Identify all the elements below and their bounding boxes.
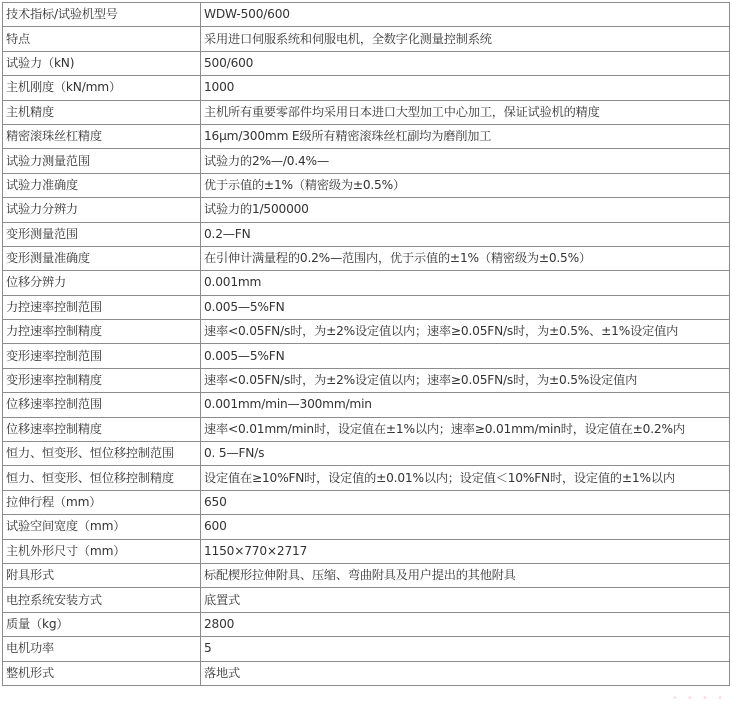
spec-label-cell: 变形速率控制精度 — [3, 368, 201, 392]
spec-value-cell: 0.2—FN — [201, 222, 730, 246]
spec-label-cell: 力控速率控制精度 — [3, 320, 201, 344]
table-row — [3, 442, 730, 466]
spec-label-cell: 力控速率控制范围 — [3, 295, 201, 319]
spec-table — [2, 2, 730, 686]
spec-label-cell: 电机功率 — [3, 637, 201, 661]
spec-value-cell: 落地式 — [201, 661, 730, 685]
spec-label-cell: 变形测量准确度 — [3, 246, 201, 270]
spec-label-cell: 主机刚度（kN/mm） — [3, 76, 201, 100]
spec-value-cell: 底置式 — [201, 588, 730, 612]
spec-value-cell: WDW-500/600 — [201, 3, 730, 27]
spec-label-cell: 位移速率控制范围 — [3, 393, 201, 417]
spec-value-cell: 1000 — [201, 76, 730, 100]
spec-value-cell: 0.001mm — [201, 271, 730, 295]
spec-value-cell: 标配楔形拉伸附具、压缩、弯曲附具及用户提出的其他附具 — [201, 563, 730, 587]
spec-value-cell: 1150×770×2717 — [201, 539, 730, 563]
table-row — [3, 612, 730, 636]
table-row — [3, 563, 730, 587]
spec-label-cell: 质量（kg） — [3, 612, 201, 636]
spec-value-cell: 600 — [201, 515, 730, 539]
spec-value-cell: 速率<0.01mm/min时，设定值在±1%以内；速率≥0.01mm/min时，设定值在±0.2%内 — [201, 417, 730, 441]
table-row — [3, 368, 730, 392]
table-row — [3, 490, 730, 514]
table-row — [3, 588, 730, 612]
spec-value-cell: 优于示值的±1%（精密级为±0.5%） — [201, 173, 730, 197]
table-row — [3, 124, 730, 148]
spec-value-cell: 试验力的1/500000 — [201, 198, 730, 222]
spec-value-cell: 650 — [201, 490, 730, 514]
spec-label-cell: 技术指标/试验机型号 — [3, 3, 201, 27]
spec-value-cell: 在引伸计满量程的0.2%—范围内，优于示值的±1%（精密级为±0.5%） — [201, 246, 730, 270]
spec-label-cell: 试验力分辨力 — [3, 198, 201, 222]
spec-label-cell: 变形速率控制范围 — [3, 344, 201, 368]
spec-value-cell: 主机所有重要零部件均采用日本进口大型加工中心加工，保证试验机的精度 — [201, 100, 730, 124]
spec-label-cell: 拉伸行程（mm） — [3, 490, 201, 514]
spec-value-cell: 500/600 — [201, 51, 730, 75]
table-row — [3, 417, 730, 441]
spec-label-cell: 主机精度 — [3, 100, 201, 124]
table-row — [3, 295, 730, 319]
table-row — [3, 637, 730, 661]
table-row — [3, 393, 730, 417]
spec-label-cell: 试验力（kN) — [3, 51, 201, 75]
spec-label-cell: 特点 — [3, 27, 201, 51]
spec-label-cell: 整机形式 — [3, 661, 201, 685]
table-row — [3, 320, 730, 344]
spec-value-cell: 0. 5—FN/s — [201, 442, 730, 466]
spec-label-cell: 主机外形尺寸（mm） — [3, 539, 201, 563]
spec-value-cell: 0.005—5%FN — [201, 344, 730, 368]
spec-value-cell: 0.005—5%FN — [201, 295, 730, 319]
table-row — [3, 344, 730, 368]
table-row — [3, 149, 730, 173]
table-row — [3, 222, 730, 246]
spec-value-cell: 速率<0.05FN/s时，为±2%设定值以内；速率≥0.05FN/s时，为±0.5%设定值内 — [201, 368, 730, 392]
table-row — [3, 51, 730, 75]
spec-label-cell: 位移分辨力 — [3, 271, 201, 295]
table-row — [3, 100, 730, 124]
spec-label-cell: 电控系统安装方式 — [3, 588, 201, 612]
table-row — [3, 466, 730, 490]
spec-value-cell: 试验力的2%—/0.4%— — [201, 149, 730, 173]
spec-value-cell: 5 — [201, 637, 730, 661]
spec-value-cell: 设定值在≥10%FN时，设定值的±0.01%以内；设定值＜10%FN时，设定值的±1%以内 — [201, 466, 730, 490]
table-row — [3, 271, 730, 295]
table-row — [3, 173, 730, 197]
table-row — [3, 515, 730, 539]
spec-label-cell: 试验空间宽度（mm） — [3, 515, 201, 539]
spec-value-cell: 采用进口伺服系统和伺服电机，全数字化测量控制系统 — [201, 27, 730, 51]
table-row — [3, 661, 730, 685]
table-row — [3, 539, 730, 563]
spec-label-cell: 试验力准确度 — [3, 173, 201, 197]
spec-label-cell: 变形测量范围 — [3, 222, 201, 246]
spec-value-cell: 2800 — [201, 612, 730, 636]
table-row — [3, 27, 730, 51]
spec-label-cell: 位移速率控制精度 — [3, 417, 201, 441]
spec-value-cell: 速率<0.05FN/s时，为±2%设定值以内；速率≥0.05FN/s时，为±0.5%、±1%设定值内 — [201, 320, 730, 344]
table-row — [3, 3, 730, 27]
watermark: • • • • — [671, 693, 726, 704]
table-row — [3, 246, 730, 270]
spec-value-cell: 16μm/300mm E级所有精密滚珠丝杠副均为磨削加工 — [201, 124, 730, 148]
spec-value-cell: 0.001mm/min—300mm/min — [201, 393, 730, 417]
spec-label-cell: 恒力、恒变形、恒位移控制精度 — [3, 466, 201, 490]
spec-table-body — [3, 3, 730, 686]
table-row — [3, 76, 730, 100]
table-row — [3, 198, 730, 222]
spec-label-cell: 精密滚珠丝杠精度 — [3, 124, 201, 148]
spec-label-cell: 附具形式 — [3, 563, 201, 587]
spec-label-cell: 恒力、恒变形、恒位移控制范围 — [3, 442, 201, 466]
spec-label-cell: 试验力测量范围 — [3, 149, 201, 173]
